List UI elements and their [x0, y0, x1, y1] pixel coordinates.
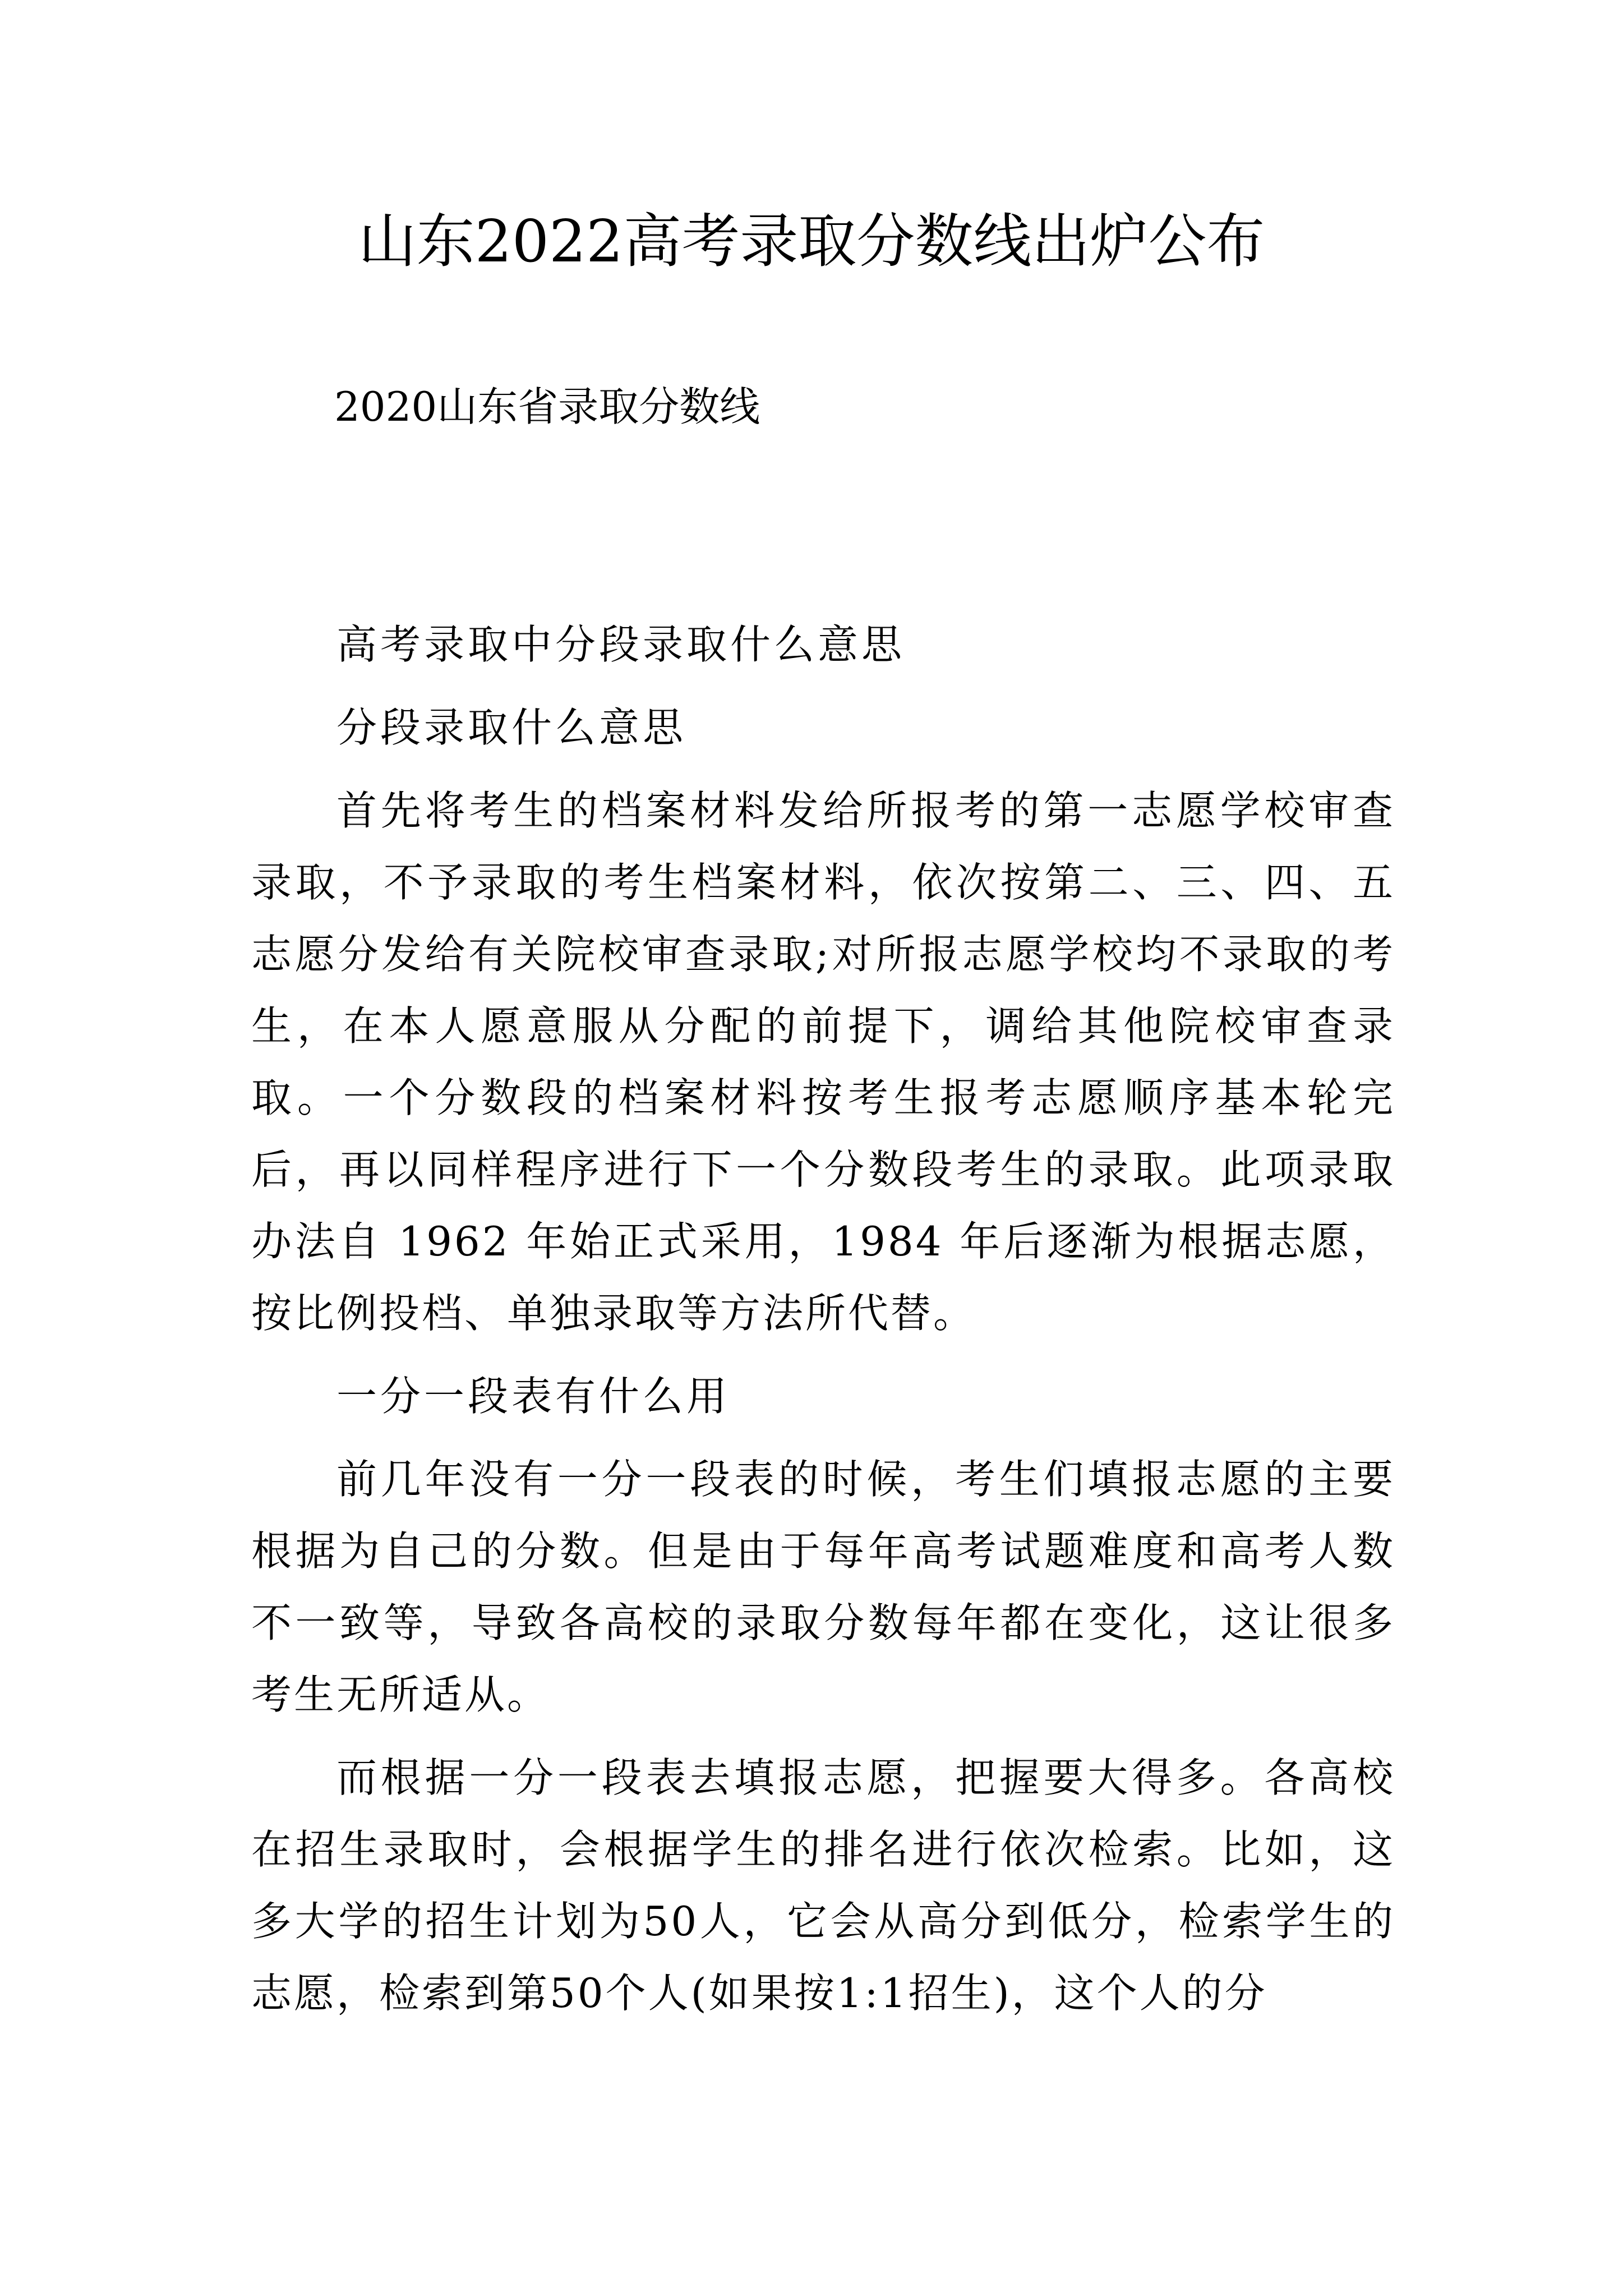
section-heading: 高考录取中分段录取什么意思	[336, 621, 906, 668]
section-heading: 一分一段表有什么用	[336, 1373, 731, 1420]
body-paragraph: 前几年没有一分一段表的时候，考生们填报志愿的主要根据为自己的分数。但是由于每年高考试题难度和高考人数不一致等，导致各高校的录取分数每年都在变化，这让很多考生无所适从。	[251, 1456, 1395, 1718]
body-paragraph: 而根据一分一段表去填报志愿，把握要大得多。各高校在招生录取时，会根据学生的排名进行依次检索。比如，这多大学的招生计划为50人，它会从高分到低分，检索学生的志愿，检索到第50个人(如果按1:1招生)，这个人的分	[251, 1754, 1395, 2017]
document-subtitle: 2020山东省录取分数线	[334, 383, 760, 430]
body-paragraph: 首先将考生的档案材料发给所报考的第一志愿学校审查录取，不予录取的考生档案材料，依次按第二、三、四、五志愿分发给有关院校审查录取;对所报志愿学校均不录取的考生，在本人愿意服从分配的前提下，调给其他院校审查录取。一个分数段的档案材料按考生报考志愿顺序基本轮完后，再以同样程序进行下一个分数段考生的录取。此项录取办法自 1962 年始正式采用，1984 年后逐渐为根据志愿，按比例投档、单独录取等方法所代替。	[251, 787, 1395, 1337]
document-title: 山东2022高考录取分数线出炉公布	[358, 207, 1265, 275]
document-body	[251, 609, 1395, 2040]
section-heading: 分段录取什么意思	[336, 704, 687, 751]
